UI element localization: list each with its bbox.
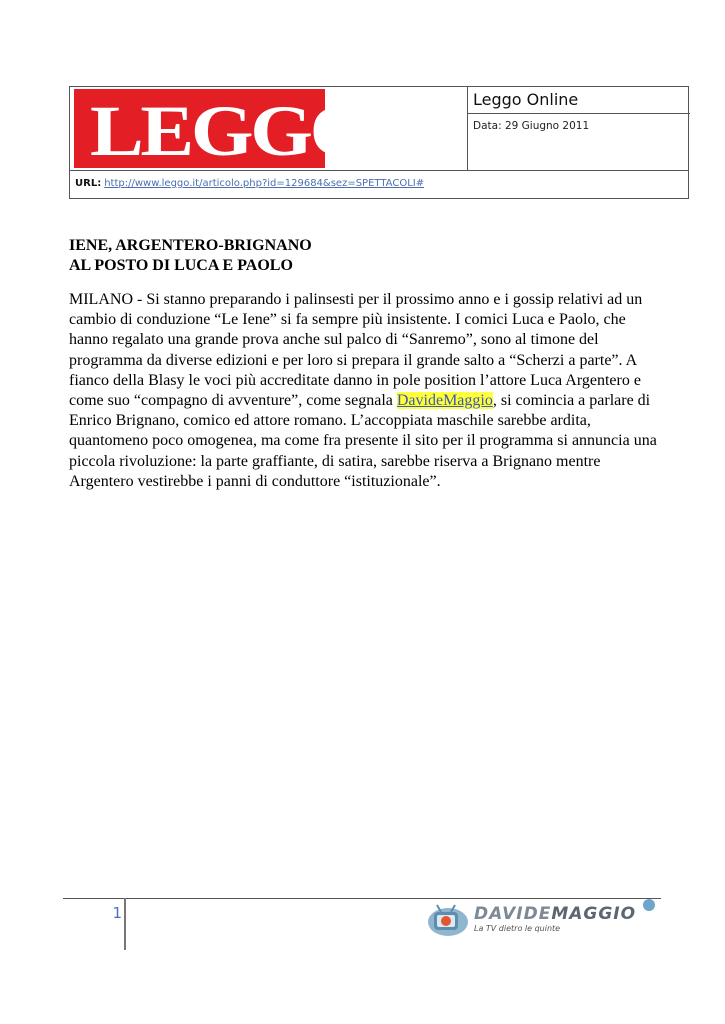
wordmark-maggio: MAGGIO [551,904,637,924]
article-headline [69,236,669,276]
divider [468,113,690,114]
info-cell [467,87,689,170]
leggo-logo [74,89,369,171]
url-row [70,170,688,198]
headline-line-1: IENE, ARGENTERO-BRIGNANO [69,237,312,254]
tv-icon [426,900,472,940]
page-number-divider [124,898,126,950]
davidemaggio-tagline: La TV dietro le quinte [474,924,561,933]
url-label: URL: [75,178,102,189]
body-text-part-1: MILANO - Si stanno preparando i palinsesti per il prossimo anno e i gossip relativi ad un cambio di conduzione “Le Iene” si fa sempre più insistente. I comici Luca e Paolo, che hanno regalato una grande prova anche sul palco di “Sanremo”, sono al timone del programma da diverse edizioni e per loro si prepara il grande salto a “Scherzi a parte”. A fianco della Blasy le voci più accreditate danno in pole position l’attore Luca Argentero e come suo “compagno di avventure”, come segnala [69,291,643,410]
davidemaggio-link[interactable]: DavideMaggio [396,392,493,410]
source-header-box [69,86,689,199]
davidemaggio-wordmark [474,904,636,924]
logo-cell [70,87,467,170]
it-badge-icon [642,898,656,912]
wordmark-davide: DAVIDE [474,904,552,924]
site-name: Leggo Online [473,90,579,109]
headline-line-2: AL POSTO DI LUCA E PAOLO [69,257,293,274]
body-text-part-2: , si comincia a parlare di Enrico Brignano, comico ed attore romano. L’accoppiata maschile sarebbe ardita, quantomeno poco omogenea, ma come fra presente il sito per il programma si annuncia una piccola rivoluzione: la parte graffiante, di satira, sarebbe riserva a Brignano mentre Argentero vestirebbe i panni di conduttore “istituzionale”. [69,392,657,490]
article-body [69,290,659,492]
article-url-link[interactable]: http://www.leggo.it/articolo.php?id=129684&sez=SPETTACOLI# [104,178,425,189]
leggo-logo-text: LEGGO [90,91,369,171]
publication-date: Data: 29 Giugno 2011 [473,120,590,132]
page-number: 1 [112,904,122,922]
davidemaggio-footer-logo [426,898,658,942]
